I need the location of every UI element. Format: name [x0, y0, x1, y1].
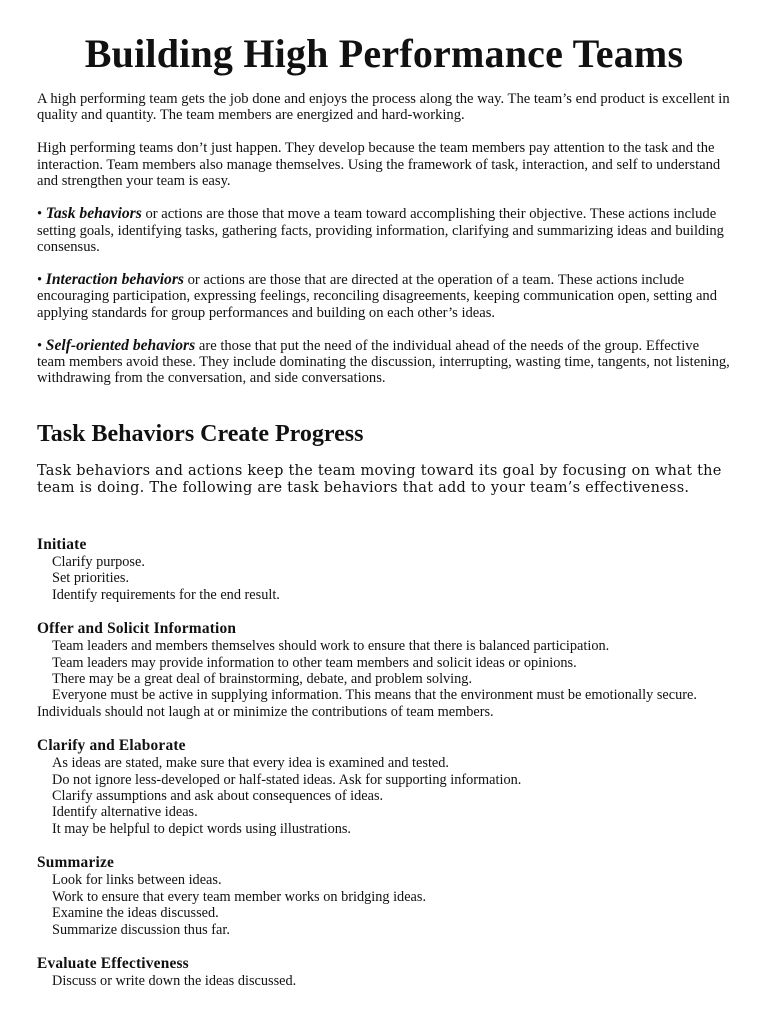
intro-paragraph: High performing teams don’t just happen. They develop because the team members pay attention to the task and the interaction. Team members also manage themselves. Using the framework of task, interaction, and self to understand and strengthen your team is easy.: [37, 140, 721, 190]
task-sections: [37, 536, 737, 1006]
intro-paragraph: A high performing team gets the job done and enjoys the process along the way. The team’s end product is excellent in quality and quantity. The team members are energized and hard-working.: [37, 91, 730, 124]
page-title: Building High Performance Teams: [84, 31, 684, 76]
section-heading: Initiate: [37, 536, 87, 553]
task-intro: Task behaviors and actions keep the team moving toward its goal by focusing on what the team is doing. The following are task behaviors that add to your team’s effectiveness.: [37, 463, 722, 497]
bullet: •: [37, 206, 43, 223]
section-list: [37, 973, 737, 989]
list-item: Team leaders may provide information to other team members and solicit ideas or opinions.: [52, 654, 577, 671]
list-item: Set priorities.: [52, 570, 130, 587]
section-clarify-and-elaborate: [37, 737, 737, 837]
list-item: Identify alternative ideas.: [52, 804, 198, 821]
section-list: [37, 755, 737, 837]
behavior-paragraph-self-oriented: [37, 338, 731, 387]
list-item: Examine the ideas discussed.: [52, 905, 219, 922]
intro-block: [37, 91, 731, 403]
section-heading: Evaluate Effectiveness: [37, 954, 189, 972]
task-heading: Task Behaviors Create Progress: [37, 421, 364, 447]
behavior-lead-task: Task behaviors: [45, 205, 142, 223]
list-item: As ideas are stated, make sure that every idea is examined and tested.: [52, 755, 449, 772]
section-heading: Summarize: [37, 854, 115, 872]
list-item: Everyone must be active in supplying information. This means that the environment must be emotionally secure. Individuals should not laugh at or minimize the contributions of team members.: [37, 687, 697, 720]
section-list: [37, 872, 737, 938]
list-item: Clarify assumptions and ask about consequences of ideas.: [52, 788, 384, 805]
section-heading: Clarify and Elaborate: [37, 737, 186, 755]
list-item: Identify requirements for the end result.: [52, 586, 280, 603]
bullet: •: [37, 272, 43, 289]
list-item: Work to ensure that every team member works on bridging ideas.: [52, 888, 427, 905]
list-item: It may be helpful to depict words using illustrations.: [52, 820, 351, 837]
section-summarize: [37, 854, 737, 938]
section-list: [37, 554, 737, 603]
behavior-text: or actions are those that are directed at the operation of a team. These actions include encouraging participation, expressing feelings, reconciling disagreements, keeping communication open, setting and applying standards for group performances and building on each other’s ideas.: [37, 272, 718, 321]
list-item: Do not ignore less-developed or half-stated ideas. Ask for supporting information.: [52, 771, 522, 788]
section-offer-and-solicit-information: [37, 620, 737, 720]
section-list: [37, 638, 737, 720]
behavior-lead-interaction: Interaction behaviors: [45, 271, 184, 289]
bullet: •: [37, 337, 43, 354]
behavior-paragraph-task: [37, 206, 731, 255]
section-initiate: [37, 536, 737, 603]
behavior-lead-self-oriented: Self-oriented behaviors: [45, 336, 196, 354]
behavior-text: or actions are those that move a team toward accomplishing their objective. These actions include setting goals, identifying tasks, gathering facts, providing information, clarifying and summarizing ideas and building consensus.: [37, 206, 724, 256]
list-item: There may be a great deal of brainstorming, debate, and problem solving.: [52, 671, 473, 688]
list-item: Discuss or write down the ideas discussed.: [52, 972, 297, 989]
section-heading: Offer and Solicit Information: [37, 620, 237, 638]
behavior-paragraph-interaction: [37, 272, 731, 321]
list-item: Look for links between ideas.: [52, 872, 222, 889]
section-evaluate-effectiveness: [37, 955, 737, 989]
list-item: Clarify purpose.: [52, 554, 145, 570]
list-item: Team leaders and members themselves should work to ensure that there is balanced participation.: [52, 638, 610, 655]
behavior-text: are those that put the need of the individual ahead of the needs of the group. Effective team members avoid these. They include dominating the discussion, interrupting, wasting time, tangents, not listening, withdrawing from the conversation, and side conversations.: [37, 337, 730, 387]
list-item: Summarize discussion thus far.: [52, 921, 230, 938]
